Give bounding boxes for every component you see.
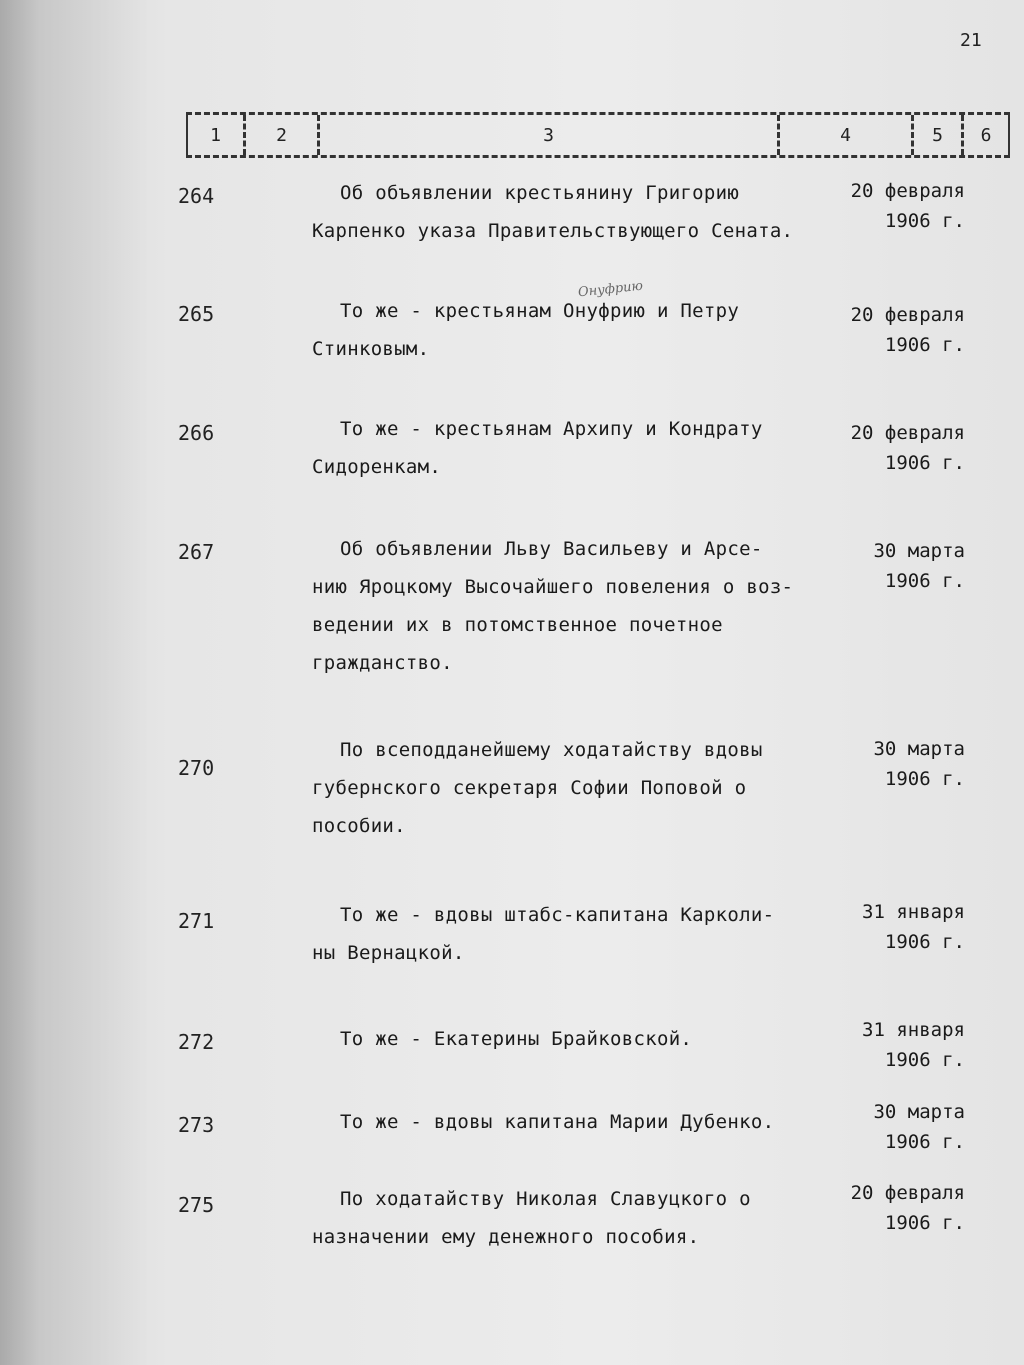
entry-number: 270 <box>178 756 215 780</box>
description-line: По всеподданейшему ходатайству вдовы <box>340 739 763 761</box>
date-day-month: 31 января <box>862 1019 965 1041</box>
entry-date <box>785 1015 965 1075</box>
entry-date <box>785 1178 965 1238</box>
date-year: 1906 г. <box>884 1212 965 1234</box>
page-number: 21 <box>960 30 982 51</box>
description-line: Об объявлении крестьянину Григорию <box>340 182 740 204</box>
entry-date <box>785 300 965 360</box>
description-line: То же - вдовы капитана Марии Дубенко. <box>340 1111 775 1133</box>
entry-number: 266 <box>178 421 215 445</box>
date-day-month: 20 февраля <box>850 304 965 326</box>
entry-description <box>312 1103 817 1141</box>
date-day-month: 31 января <box>862 901 965 923</box>
date-year: 1906 г. <box>884 1049 965 1071</box>
description-line: Сидоренкам. <box>312 456 442 478</box>
description-line: То же - крестьянам Онуфрию и Петру <box>340 300 740 322</box>
description-line: По ходатайству Николая Славуцкого о <box>340 1188 751 1210</box>
date-year: 1906 г. <box>884 452 965 474</box>
description-line: губернского секретаря Софии Поповой о <box>312 777 747 799</box>
description-line: нию Яроцкому Высочайшего повеления о воз- <box>312 576 794 598</box>
entry-description <box>312 410 817 486</box>
entry-number: 273 <box>178 1113 215 1137</box>
description-line: ведении их в потомственное почетное <box>312 614 723 636</box>
date-year: 1906 г. <box>884 334 965 356</box>
entry-date <box>785 734 965 794</box>
description-line: Карпенко указа Правительствующего Сената. <box>312 220 794 242</box>
entry-number: 264 <box>178 184 215 208</box>
date-year: 1906 г. <box>884 768 965 790</box>
page-fold-shadow <box>0 0 150 1365</box>
entry-description <box>312 896 817 972</box>
entry-description <box>312 1180 817 1256</box>
date-day-month: 30 марта <box>873 1101 965 1123</box>
entry-number: 271 <box>178 909 215 933</box>
date-day-month: 20 февраля <box>850 180 965 202</box>
entry-number: 267 <box>178 540 215 564</box>
date-year: 1906 г. <box>884 210 965 232</box>
entry-description <box>312 530 817 682</box>
entry-description <box>312 292 817 368</box>
entry-date <box>785 536 965 596</box>
entry-number: 275 <box>178 1193 215 1217</box>
description-line: пособии. <box>312 815 406 837</box>
entry-description <box>312 1020 817 1058</box>
date-year: 1906 г. <box>884 570 965 592</box>
entry-date <box>785 176 965 236</box>
handwritten-annotation: Онуфрию <box>577 278 644 301</box>
entry-description <box>312 174 817 250</box>
column-header-4: 4 <box>780 115 914 155</box>
description-line: То же - крестьянам Архипу и Кондрату <box>340 418 763 440</box>
column-header-3: 3 <box>320 115 780 155</box>
column-header-2: 2 <box>246 115 320 155</box>
entry-date <box>785 1097 965 1157</box>
entry-description <box>312 731 817 845</box>
description-line: Стинковым. <box>312 338 430 360</box>
date-day-month: 30 марта <box>873 540 965 562</box>
date-day-month: 20 февраля <box>850 422 965 444</box>
column-header-1: 1 <box>188 115 246 155</box>
date-year: 1906 г. <box>884 931 965 953</box>
entry-date <box>785 897 965 957</box>
date-day-month: 20 февраля <box>850 1182 965 1204</box>
description-line: гражданство. <box>312 652 453 674</box>
entry-date <box>785 418 965 478</box>
description-line: назначении ему денежного пособия. <box>312 1226 700 1248</box>
entry-number: 272 <box>178 1030 215 1054</box>
date-year: 1906 г. <box>884 1131 965 1153</box>
description-line: Об объявлении Льву Васильеву и Арсе- <box>340 538 763 560</box>
description-line: То же - вдовы штабс-капитана Карколи- <box>340 904 775 926</box>
description-line: ны Вернацкой. <box>312 942 465 964</box>
column-header-5: 5 <box>914 115 964 155</box>
date-day-month: 30 марта <box>873 738 965 760</box>
column-header-table <box>186 112 1010 158</box>
entry-number: 265 <box>178 302 215 326</box>
description-line: То же - Екатерины Брайковской. <box>340 1028 693 1050</box>
column-header-6: 6 <box>980 124 992 146</box>
